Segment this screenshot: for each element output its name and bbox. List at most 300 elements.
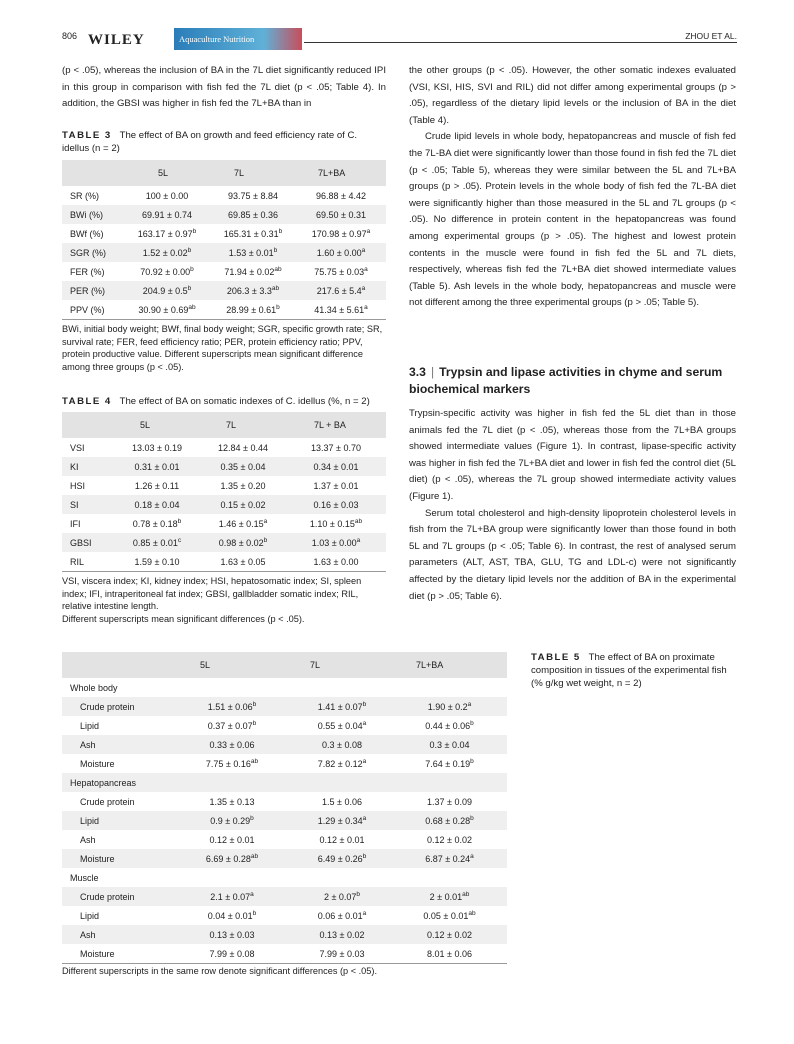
cell-value: 0.31 ± 0.01: [134, 461, 180, 472]
column-header: 7L+BA: [392, 652, 507, 678]
column-header: 7L: [200, 412, 286, 438]
table-row: [62, 887, 507, 906]
left-column-text: [62, 63, 386, 113]
significance-superscript: a: [250, 891, 254, 898]
table-label: TABLE 3: [62, 130, 112, 141]
table-cell: [292, 944, 392, 964]
table-row: [62, 457, 386, 476]
row-label: HSI: [70, 480, 86, 491]
group-label: Muscle: [70, 872, 99, 883]
cell-value: 7.64 ± 0.19: [425, 759, 471, 769]
table5-footnote: Different superscripts in the same row denote significant differences (p < .05).: [62, 966, 378, 976]
cell-value: 206.3 ± 3.3: [226, 286, 272, 296]
table-row: [62, 792, 507, 811]
row-label: Moisture: [62, 849, 172, 868]
table-cell: [292, 735, 392, 754]
page-header: [62, 28, 737, 48]
cell-value: 7.99 ± 0.08: [209, 948, 255, 959]
cell-value: 0.12 ± 0.02: [427, 929, 472, 940]
table-cell: [172, 830, 292, 849]
cell-value: 71.94 ± 0.02: [224, 267, 275, 277]
table-cell: [200, 533, 286, 552]
row-label: Crude protein: [80, 796, 135, 807]
cell-value: 2.1 ± 0.07: [210, 892, 251, 902]
significance-superscript: a: [356, 537, 361, 544]
table-header-row: [62, 160, 386, 186]
table-cell: [200, 438, 286, 457]
footnote-abbreviations: VSI, viscera index; KI, kidney index; HSI, hepatosomatic index; SI, spleen index; IFI, intraperitoneal fat index; GBSI, gallbladder somatic index; RIL, relative intestine length.: [62, 576, 362, 612]
significance-superscript: a: [362, 758, 367, 765]
table-cell: [172, 906, 292, 925]
section-number: 3.3: [409, 365, 426, 379]
table-row: [62, 533, 386, 552]
cell-value: 1.46 ± 0.15: [218, 519, 264, 529]
table-cell: [124, 205, 210, 224]
row-label: BWf (%): [70, 228, 104, 239]
table4-caption: [62, 395, 386, 408]
row-label: Crude protein: [62, 697, 172, 716]
table-cell: [172, 944, 292, 964]
table-cell: [200, 457, 286, 476]
paragraph: Crude lipid levels in whole body, hepatopancreas and muscle of fish fed the 7L-BA diet were significantly lower than those found in fish fed the 7L diet (p < .05; Table 5), whereas they were similar between the 5L and 7L+BA groups (p > .05). Protein levels in the whole body of fish fed the 7L-BA diet were significantly higher than those measured in the 5L and 7L groups (p < .05). No difference in protein content in the hepatopancreas was found among experimental groups (p > .05). The highest and lowest protein contents in the muscle were found in fish fed the 5L and 7L diets, respectively, whereas fish fed the 7L+BA diet showed intermediate values (Table 5). Ash levels in the whole body, hepatopancreas and muscle were not different among the three experimental groups (p > .05; Table 5).: [409, 131, 736, 309]
table-label: TABLE 4: [62, 396, 112, 407]
significance-superscript: b: [273, 247, 278, 254]
table-cell: [124, 262, 210, 281]
cell-value: 1.63 ± 0.05: [220, 556, 266, 567]
cell-value: 6.87 ± 0.24: [425, 854, 471, 864]
paragraph: (p < .05), whereas the inclusion of BA in the 7L diet significantly reduced IPI in this group in comparison with fish fed the 7L diet (p < .05; Table 4). In addition, the GBSI was higher in fish fed the 7L+BA than in: [62, 65, 386, 110]
significance-superscript: b: [276, 304, 280, 311]
cell-value: 0.68 ± 0.28: [425, 816, 471, 826]
table-row: [62, 224, 386, 243]
cell-value: 0.44 ± 0.06: [425, 721, 471, 731]
cell-value: 1.51 ± 0.06: [207, 702, 253, 712]
table-cell: [292, 716, 392, 735]
table5-caption: [531, 651, 741, 690]
header-rule: [304, 42, 737, 43]
table-cell: [124, 281, 210, 300]
table-cell: [392, 792, 507, 811]
header-cell-blank: [62, 652, 172, 678]
cell-value: 1.63 ± 0.00: [313, 556, 359, 567]
table-row: [62, 514, 386, 533]
row-label: PER (%): [62, 281, 124, 300]
table-cell: [392, 944, 507, 964]
table-row: [62, 438, 386, 457]
table-cell: [210, 205, 296, 224]
publisher-logo: WILEY: [88, 32, 145, 48]
table5: [62, 652, 507, 964]
table-row: [62, 944, 507, 964]
right-column-text-2: [409, 406, 736, 605]
table-row: [62, 906, 507, 925]
cell-value: 1.37 ± 0.01: [313, 480, 359, 491]
row-label: Ash: [62, 735, 172, 754]
column-header: 7L: [210, 160, 296, 186]
table-cell: [296, 205, 386, 224]
cell-value: 100 ± 0.00: [145, 190, 189, 201]
significance-superscript: b: [187, 247, 192, 254]
row-label: SGR (%): [62, 243, 124, 262]
table4-footnote: [62, 575, 386, 625]
group-label: Hepatopancreas: [62, 773, 507, 792]
significance-superscript: ab: [354, 518, 363, 525]
cell-value: 8.01 ± 0.06: [427, 948, 472, 959]
significance-superscript: a: [361, 285, 366, 292]
cell-value: 6.49 ± 0.26: [317, 854, 363, 864]
cell-value: 69.85 ± 0.36: [228, 209, 278, 220]
cell-value: 1.10 ± 0.15: [309, 519, 355, 529]
table-cell: [296, 224, 386, 243]
paragraph: Serum total cholesterol and high-density lipoprotein cholesterol levels in fish from the 7L+BA group were significantly lower than those found in both 5L and 7L groups (p < .05; Table 6). In contrast, the rest of analysed serum parameters (ALT, AST, TBA, GLU, TG and LDL-c) were not significantly affected by the dietary lipid levels nor the addition of BA in the experimental diet (p > .05; Table 6).: [409, 507, 736, 602]
row-label: RIL: [62, 552, 114, 572]
table-cell: [392, 925, 507, 944]
cell-value: 1.90 ± 0.2: [427, 702, 468, 712]
table-header-row: [62, 412, 386, 438]
section-heading: 3.3 | Trypsin and lipase activities in chyme and serum biochemical markers: [409, 365, 723, 396]
table-cell: [392, 735, 507, 754]
table-row: [62, 811, 507, 830]
cell-value: 0.34 ± 0.01: [313, 461, 359, 472]
significance-superscript: a: [364, 266, 368, 273]
table-row: [62, 281, 386, 300]
table-cell: [124, 186, 210, 205]
table-row: [62, 552, 386, 572]
table-row: [62, 186, 386, 205]
table-cell: [114, 514, 200, 533]
table-cell: [286, 457, 386, 476]
significance-superscript: a: [470, 853, 474, 860]
cell-value: 0.85 ± 0.01: [132, 538, 178, 548]
table-cell: [210, 243, 296, 262]
significance-superscript: b: [252, 701, 257, 708]
significance-superscript: a: [467, 701, 472, 708]
row-label: Lipid: [80, 910, 100, 921]
cell-value: 2 ± 0.07: [323, 892, 357, 902]
cell-value: 0.35 ± 0.04: [220, 461, 266, 472]
column-header: 5L: [172, 652, 292, 678]
cell-value: 1.03 ± 0.00: [311, 538, 357, 548]
row-label: Moisture: [62, 944, 172, 964]
table-row: [62, 716, 507, 735]
section-title: Trypsin and lipase activities in chyme and serum biochemical markers: [409, 365, 723, 396]
row-label: KI: [62, 457, 114, 476]
right-column-text: [409, 63, 736, 312]
header-cell-blank: [62, 412, 114, 438]
cell-value: 1.59 ± 0.10: [134, 556, 180, 567]
table-row: [62, 476, 386, 495]
cell-value: 165.31 ± 0.31: [223, 229, 279, 239]
row-label: PPV (%): [62, 300, 124, 320]
row-label: SR (%): [70, 190, 99, 201]
table4: [62, 412, 386, 572]
table-cell: [172, 697, 292, 716]
group-label: Whole body: [70, 682, 118, 693]
cell-value: 1.41 ± 0.07: [317, 702, 363, 712]
table-row: [62, 925, 507, 944]
journal-badge: Aquaculture Nutrition: [174, 28, 302, 50]
significance-superscript: a: [362, 815, 367, 822]
table-cell: [286, 476, 386, 495]
table-cell: [392, 906, 507, 925]
table-cell: [210, 281, 296, 300]
table-cell: [292, 830, 392, 849]
significance-superscript: a: [364, 304, 368, 311]
cell-value: 13.03 ± 0.19: [132, 442, 182, 453]
table-caption-text: The effect of BA on proximate composition in tissues of the experimental fish (% g/kg wet weight, n = 2): [531, 652, 727, 689]
cell-value: 1.5 ± 0.06: [322, 796, 362, 807]
table-cell: [210, 186, 296, 205]
table-cell: [172, 811, 292, 830]
row-label: FER (%): [70, 266, 105, 277]
cell-value: 0.12 ± 0.02: [427, 834, 472, 845]
cell-value: 0.06 ± 0.01: [317, 911, 363, 921]
row-label: Moisture: [80, 758, 115, 769]
cell-value: 0.12 ± 0.01: [319, 834, 365, 845]
table-cell: [286, 533, 386, 552]
table-row: [62, 495, 386, 514]
header-cell-blank: [62, 160, 124, 186]
table-cell: [172, 887, 292, 906]
table-cell: [296, 186, 386, 205]
table-cell: [286, 495, 386, 514]
significance-superscript: ab: [250, 758, 259, 765]
table-cell: [124, 224, 210, 243]
cell-value: 93.75 ± 8.84: [228, 190, 278, 201]
table-cell: [392, 830, 507, 849]
cell-value: 0.13 ± 0.02: [319, 929, 365, 940]
table-cell: [296, 281, 386, 300]
significance-superscript: a: [361, 247, 366, 254]
significance-superscript: ab: [250, 853, 259, 860]
table-caption-text: The effect of BA on growth and feed efficiency rate of C. idellus (n = 2): [62, 130, 358, 154]
cell-value: 163.17 ± 0.97: [137, 229, 193, 239]
cell-value: 1.26 ± 0.11: [134, 480, 180, 491]
table-row: [62, 735, 507, 754]
significance-superscript: ab: [188, 304, 196, 311]
cell-value: 7.82 ± 0.12: [317, 759, 363, 769]
table-cell: [292, 906, 392, 925]
table-row: [62, 849, 507, 868]
significance-superscript: a: [366, 228, 371, 235]
cell-value: 96.88 ± 4.42: [316, 190, 366, 201]
cell-value: 1.60 ± 0.00: [316, 248, 362, 258]
significance-superscript: a: [362, 720, 367, 727]
table-cell: [286, 552, 386, 572]
table-header-row: [62, 652, 507, 678]
table-cell: [210, 300, 296, 320]
table-group-row: [62, 868, 507, 887]
cell-value: 0.78 ± 0.18: [132, 519, 178, 529]
cell-value: 69.50 ± 0.31: [316, 209, 366, 220]
page-number: 806: [62, 31, 78, 41]
table-cell: [296, 243, 386, 262]
row-label: Lipid: [62, 811, 172, 830]
row-label: Ash: [62, 925, 172, 944]
table-cell: [392, 849, 507, 868]
table-cell: [114, 495, 200, 514]
row-label: IFI: [70, 518, 81, 529]
cell-value: 0.9 ± 0.29: [210, 816, 251, 826]
significance-superscript: b: [187, 285, 192, 292]
table-cell: [200, 552, 286, 572]
table3-caption: [62, 129, 386, 155]
significance-superscript: b: [278, 228, 283, 235]
significance-superscript: a: [362, 910, 367, 917]
cell-value: 1.37 ± 0.09: [427, 796, 472, 807]
table-cell: [392, 716, 507, 735]
row-label: GBSI: [62, 533, 114, 552]
table-cell: [292, 925, 392, 944]
significance-superscript: a: [263, 518, 268, 525]
table-cell: [200, 514, 286, 533]
table3: [62, 160, 386, 320]
table-cell: [292, 792, 392, 811]
significance-superscript: ab: [462, 891, 470, 898]
cell-value: 0.33 ± 0.06: [209, 739, 255, 750]
table-cell: [124, 300, 210, 320]
cell-value: 69.91 ± 0.74: [142, 209, 192, 220]
table-row: [62, 262, 386, 281]
paragraph: the other groups (p < .05). However, the other somatic indexes evaluated (VSI, KSI, HIS, SVI and RIL) did not differ among experimental groups (p > .05), regardless of the dietary lipid levels or the inclusion of BA in the diet (Table 4).: [409, 65, 736, 126]
cell-value: 6.69 ± 0.28: [205, 854, 251, 864]
cell-value: 0.98 ± 0.02: [218, 538, 264, 548]
significance-superscript: b: [362, 701, 367, 708]
cell-value: 0.04 ± 0.01: [207, 911, 253, 921]
cell-value: 217.6 ± 5.4: [316, 286, 362, 296]
cell-value: 12.84 ± 0.44: [218, 442, 268, 453]
significance-superscript: b: [470, 758, 474, 765]
table-row: [62, 300, 386, 320]
cell-value: 0.12 ± 0.01: [209, 834, 255, 845]
column-header: 7L+BA: [296, 160, 386, 186]
significance-superscript: b: [356, 891, 361, 898]
column-header: 5L: [114, 412, 200, 438]
table-cell: [286, 438, 386, 457]
table-cell: [172, 849, 292, 868]
table-cell: [392, 811, 507, 830]
table-row: [62, 830, 507, 849]
cell-value: 170.98 ± 0.97: [311, 229, 367, 239]
significance-superscript: ab: [468, 910, 476, 917]
significance-superscript: b: [362, 853, 367, 860]
row-label: SI: [62, 495, 114, 514]
table-cell: [114, 533, 200, 552]
table-group-row: [62, 773, 507, 792]
cell-value: 1.52 ± 0.02: [142, 248, 188, 258]
column-header: 7L + BA: [286, 412, 386, 438]
column-header: 7L: [292, 652, 392, 678]
table-cell: [172, 716, 292, 735]
significance-superscript: c: [177, 537, 182, 544]
significance-superscript: b: [252, 720, 257, 727]
table-row: [62, 205, 386, 224]
cell-value: 0.05 ± 0.01: [423, 911, 469, 921]
significance-superscript: b: [470, 815, 474, 822]
row-label: BWi (%): [62, 205, 124, 224]
table-cell: [392, 697, 507, 716]
row-label: Ash: [80, 834, 96, 845]
significance-superscript: b: [190, 266, 194, 273]
table-cell: [286, 514, 386, 533]
table-cell: [292, 849, 392, 868]
cell-value: 0.13 ± 0.03: [209, 929, 255, 940]
table-row: [62, 697, 507, 716]
table-label: TABLE 5: [531, 652, 581, 663]
table-cell: [172, 925, 292, 944]
table-cell: [114, 476, 200, 495]
cell-value: 0.55 ± 0.04: [317, 721, 363, 731]
table-cell: [172, 792, 292, 811]
cell-value: 204.9 ± 0.5: [142, 286, 188, 296]
table-cell: [200, 495, 286, 514]
table-row: [62, 754, 507, 773]
cell-value: 2 ± 0.01: [429, 892, 463, 902]
cell-value: 7.99 ± 0.03: [319, 948, 365, 959]
cell-value: 13.37 ± 0.70: [311, 442, 361, 453]
table-cell: [210, 224, 296, 243]
cell-value: 0.3 ± 0.04: [429, 739, 470, 750]
cell-value: 0.15 ± 0.02: [220, 499, 266, 510]
table-cell: [172, 735, 292, 754]
paragraph: Trypsin-specific activity was higher in fish fed the 5L diet than in those animals fed the 7L diet (p < .05), whereas those from the 7L+BA groups showed intermediate values (Figure 1). In contrast, lipase-specific activity was higher in fish fed the 7L+BA diet and lower in fish fed the control diet (5L diet) (p < .05), whereas the 7L group showed intermediate activity values (Figure 1).: [409, 408, 736, 502]
row-label: Crude protein: [62, 887, 172, 906]
table-cell: [114, 438, 200, 457]
table-cell: [292, 697, 392, 716]
cell-value: 70.92 ± 0.00: [140, 267, 191, 277]
table-cell: [172, 754, 292, 773]
cell-value: 28.99 ± 0.61: [226, 305, 277, 315]
table-cell: [292, 887, 392, 906]
significance-superscript: b: [263, 537, 268, 544]
row-label: Lipid: [80, 720, 100, 731]
cell-value: 1.29 ± 0.34: [317, 816, 363, 826]
table-cell: [392, 887, 507, 906]
table-cell: [392, 754, 507, 773]
cell-value: 30.90 ± 0.69: [138, 305, 189, 315]
table-cell: [210, 262, 296, 281]
significance-superscript: b: [252, 910, 257, 917]
cell-value: 0.16 ± 0.03: [313, 499, 359, 510]
table-cell: [292, 754, 392, 773]
table-cell: [124, 243, 210, 262]
table-group-row: [62, 678, 507, 697]
significance-superscript: b: [192, 228, 197, 235]
cell-value: 0.3 ± 0.08: [322, 739, 362, 750]
cell-value: 7.75 ± 0.16: [205, 759, 251, 769]
table-cell: [114, 552, 200, 572]
significance-superscript: b: [250, 815, 254, 822]
table-cell: [296, 262, 386, 281]
footnote-superscripts: Different superscripts mean significant differences (p < .05).: [62, 613, 305, 624]
table-cell: [292, 811, 392, 830]
cell-value: 1.35 ± 0.20: [220, 480, 266, 491]
running-head: ZHOU ET AL.: [685, 31, 737, 41]
table-row: [62, 243, 386, 262]
table-cell: [200, 476, 286, 495]
significance-superscript: b: [177, 518, 182, 525]
cell-value: 0.37 ± 0.07: [207, 721, 253, 731]
table-caption-text: The effect of BA on somatic indexes of C. idellus (%, n = 2): [119, 396, 370, 407]
cell-value: 75.75 ± 0.03: [314, 267, 365, 277]
cell-value: 1.35 ± 0.13: [209, 796, 255, 807]
significance-superscript: b: [470, 720, 474, 727]
table3-footnote: BWi, initial body weight; BWf, final body weight; SGR, specific growth rate; SR, survival rate; FER, feed efficiency ratio; PER, protein efficiency ratio; PPV, protein productive value. Different superscripts mean significant difference among three groups (p < .05).: [62, 324, 383, 372]
table-cell: [114, 457, 200, 476]
significance-superscript: ab: [271, 285, 280, 292]
row-label: VSI: [70, 442, 85, 453]
column-header: 5L: [124, 160, 210, 186]
